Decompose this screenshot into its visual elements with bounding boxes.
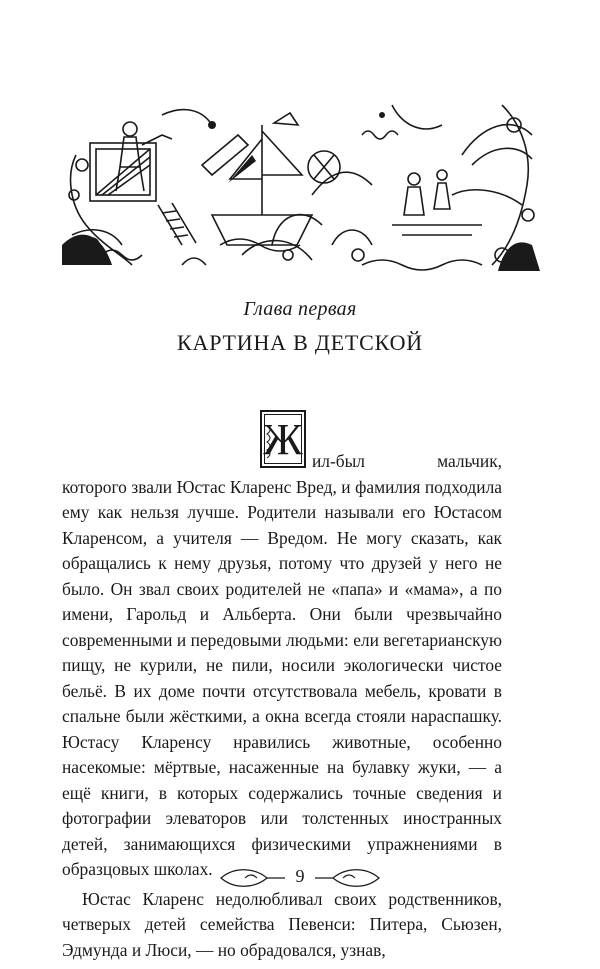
dropcap-letter: Ж <box>263 415 303 464</box>
chapter-header-illustration <box>62 95 540 275</box>
chapter-title: КАРТИНА В ДЕТСКОЙ <box>177 330 423 355</box>
paragraph: ил-был мальчик, которого звали Юстас Кларенс Вред, и фамилия подходила ему как нельзя лучше. Родители называли его Юстасом Кларенсом, а учителя — Вредом. Не могу сказать, как обращались к нему друзья, потому что друзей у него не было. Он звал своих родителей не «папа» и «мама», а по имени, Гарольд и Альберта. Они были чрезвычайно современными и передовыми людьми: ели вегетарианскую пищу, не курили, не пили, носили экологически чистое бельё. В их доме почти отсутствовала мебель, кровати в спальне были жёсткими, а окна всегда стояли нараспашку. Юстасу Кларенсу нравились животные, особенно насекомые: мёртвые, насаженные на булавку жуки, — а ещё книги, в которых содержались точные сведения и фотографии элеваторов или толстенных иностранных детей, занимающихся физическими упражнениями в образцовых школах. <box>62 451 502 879</box>
dropcap <box>260 410 306 468</box>
page-number: 9 <box>295 866 305 886</box>
paragraph: Юстас Кларенс недолюбливал своих родственников, четверых детей семейства Певенси: Питера, Сьюзен, Эдмунда и Люси, — но обрадовался, узнав, <box>62 888 502 960</box>
chapter-label: Глава первая <box>243 298 357 320</box>
